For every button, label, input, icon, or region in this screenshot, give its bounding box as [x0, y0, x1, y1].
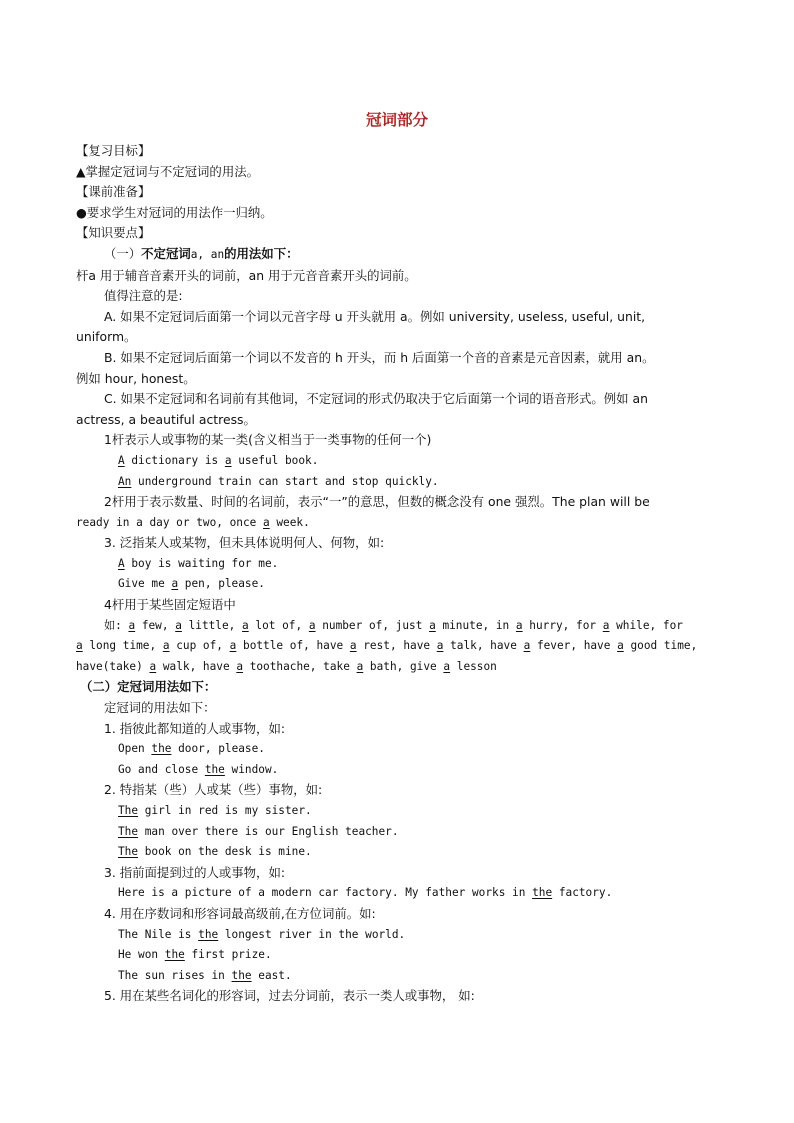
def4-title: 4. 用在序数词和形容词最高级前,在方位词前。如: — [104, 905, 376, 921]
example-text: He won — [118, 948, 165, 962]
article-word: a — [436, 639, 444, 653]
example-text: man over there is our English teacher. — [138, 824, 399, 838]
example-text: have(take) — [76, 659, 150, 673]
review-goal-item: ▲掌握定冠词与不定冠词的用法。 — [76, 163, 259, 179]
article-word: a — [162, 639, 170, 653]
article-word: a — [242, 618, 249, 632]
example-text: underground train can start and stop quickly. — [131, 474, 439, 488]
example-text: 如: — [104, 618, 129, 632]
article-word: the — [204, 762, 225, 776]
indef-a-line1: A. 如果不定冠词后面第一个词以元音字母 u 开头就用 a。例如 university, useless, useful, unit, — [104, 308, 646, 324]
example-text: lot of, — [248, 618, 309, 632]
example-text: book on the desk is mine. — [138, 845, 312, 859]
def1-example1 — [76, 739, 720, 760]
usage2-line1: 2杆用于表示数量、时间的名词前，表示“一”的意思，但数的概念没有 one 强烈。The plan will be — [104, 494, 650, 510]
def1-example2 — [76, 760, 720, 781]
usage4-phrases-line1 — [76, 616, 720, 637]
def2-title: 2. 特指某（些）人或某（些）事物，如: — [104, 782, 323, 798]
usage4-phrases-line2 — [76, 636, 720, 657]
indef-heading — [76, 244, 720, 266]
article-word: a — [356, 659, 364, 673]
example-text: bath, give — [363, 659, 444, 673]
article-word: A — [118, 556, 125, 570]
article-word: The — [118, 845, 139, 859]
indef-heading-c: 的用法如下： — [224, 245, 299, 261]
example-text: week. — [269, 515, 310, 529]
article-word: a — [229, 639, 237, 653]
indef-c-line2: actress, a beautiful actress。 — [76, 411, 256, 427]
article-word: a — [224, 453, 232, 467]
article-word: a — [149, 659, 157, 673]
indef-c-line1: C. 如果不定冠词和名词前有其他词，不定冠词的形式仍取决于它后面第一个词的语音形式。例如 an — [104, 391, 648, 407]
article-word: the — [532, 886, 553, 900]
article-word: a — [236, 659, 244, 673]
example-text: longest river in the world. — [218, 927, 406, 941]
example-text: bottle of, have — [236, 639, 350, 653]
usage3-example1 — [76, 554, 720, 575]
indef-heading-prefix: （一） — [104, 245, 142, 261]
indef-heading-a: 不定冠词 — [141, 245, 191, 261]
example-text: talk, have — [443, 639, 524, 653]
example-text: number of, just — [315, 618, 430, 632]
example-text: toothache, take — [243, 659, 357, 673]
article-word: a — [443, 659, 451, 673]
indef-heading-b: a, an — [190, 247, 225, 261]
def1-title: 1. 指彼此都知道的人或事物，如: — [104, 720, 286, 736]
def4-example3 — [76, 966, 720, 987]
example-text: factory. — [552, 886, 613, 900]
article-word: a — [171, 577, 179, 591]
example-text: cup of, — [169, 639, 230, 653]
article-word: a — [263, 515, 270, 529]
example-text: The sun rises in — [118, 968, 232, 982]
article-word: A — [118, 453, 125, 467]
example-text: window. — [224, 762, 279, 776]
example-text: good time, — [623, 639, 698, 653]
indef-note: 值得注意的是: — [104, 288, 183, 304]
example-text: Open — [118, 742, 152, 756]
article-word: An — [118, 474, 132, 488]
prep-header: 【课前准备】 — [76, 184, 151, 200]
article-word: the — [151, 742, 172, 756]
document-title: 冠词部分 — [365, 111, 428, 129]
example-text: ready in a day or two, once — [76, 515, 264, 529]
usage4-phrases-line3 — [76, 657, 720, 678]
def2-example2 — [76, 822, 720, 843]
usage1-example2 — [76, 472, 720, 493]
usage4-title: 4杆用于某些固定短语中 — [104, 597, 236, 613]
article-word: a — [602, 618, 610, 632]
indef-b-line2: 例如 hour, honest。 — [76, 370, 196, 386]
example-text: walk, have — [156, 659, 237, 673]
def-intro: 定冠词的用法如下： — [104, 700, 216, 716]
example-text: The Nile is — [118, 927, 199, 941]
example-text: rest, have — [356, 639, 437, 653]
article-word: the — [164, 948, 185, 962]
example-text: minute, in — [435, 618, 516, 632]
usage3-example2 — [76, 574, 720, 595]
example-text: little, — [181, 618, 243, 632]
points-header: 【知识要点】 — [76, 225, 151, 241]
example-text: while, for — [609, 618, 683, 632]
example-text: pen, please. — [178, 577, 265, 591]
def2-example3 — [76, 842, 720, 863]
example-text: Go and close — [118, 762, 205, 776]
usage2-line2 — [76, 513, 720, 534]
article-word: a — [76, 639, 83, 653]
example-text: useful book. — [231, 453, 319, 467]
review-goal-header: 【复习目标】 — [76, 143, 151, 158]
def4-example2 — [76, 945, 720, 966]
article-word: The — [118, 824, 139, 838]
example-text: few, — [135, 618, 176, 632]
article-word: a — [308, 618, 316, 632]
example-text: long time, — [82, 639, 163, 653]
def-heading: （二）定冠词用法如下： — [80, 679, 217, 695]
example-text: dictionary is — [124, 453, 225, 467]
example-text: lesson — [450, 659, 497, 673]
document-body — [76, 141, 720, 1007]
example-text: first prize. — [184, 948, 272, 962]
indef-b-line1: B. 如果不定冠词后面第一个词以不发音的 h 开头，而 h 后面第一个音的音素是元音因素，就用 an。 — [104, 349, 655, 365]
article-word: the — [231, 968, 252, 982]
def5-title: 5. 用在某些名词化的形容词，过去分词前，表示一类人或事物， 如: — [104, 988, 475, 1004]
example-text: Here is a picture of a modern car factory. My father works in — [118, 886, 533, 900]
usage1-example1 — [76, 451, 720, 472]
article-word: a — [128, 618, 136, 632]
prep-item: ●要求学生对冠词的用法作一归纳。 — [76, 204, 273, 220]
article-word: a — [515, 618, 523, 632]
usage1-title: 1杆表示人或事物的某一类(含义相当于一类事物的任何一个) — [104, 432, 432, 448]
example-text: boy is waiting for me. — [124, 556, 279, 570]
example-text: hurry, for — [522, 618, 603, 632]
example-text: girl in red is my sister. — [138, 804, 312, 817]
def2-example1 — [76, 801, 720, 822]
article-word: a — [175, 618, 182, 632]
article-word: a — [523, 639, 531, 653]
article-word: a — [349, 639, 357, 653]
example-text: fever, have — [530, 639, 618, 653]
def3-example1 — [76, 883, 720, 904]
article-word: a — [429, 618, 436, 632]
def3-title: 3. 指前面提到过的人或事物，如: — [104, 864, 286, 880]
indef-rule: 杆a 用于辅音音素开头的词前，an 用于元音音素开头的词前。 — [76, 267, 417, 283]
indef-a-line2: uniform。 — [76, 329, 137, 345]
article-word: The — [118, 804, 139, 817]
def4-example1 — [76, 925, 720, 946]
example-text: door, please. — [171, 742, 265, 756]
example-text: east. — [251, 968, 292, 982]
example-text: Give me — [118, 577, 172, 591]
article-word: a — [617, 639, 624, 653]
article-word: the — [198, 927, 219, 941]
usage3-title: 3. 泛指某人或某物，但未具体说明何人、何物，如: — [104, 535, 385, 551]
